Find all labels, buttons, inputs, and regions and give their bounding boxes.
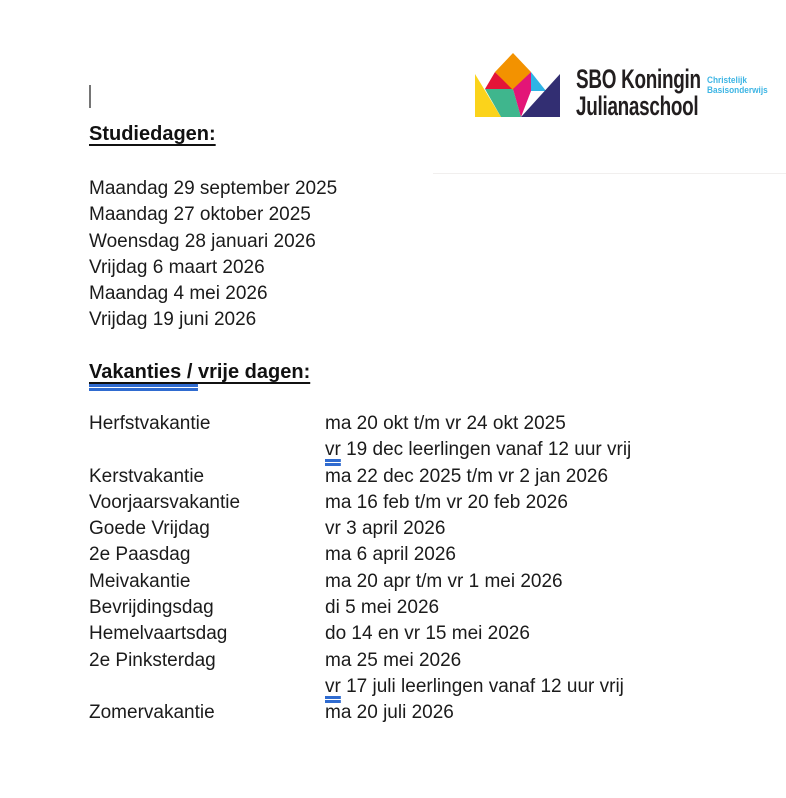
vacation-name: Kerstvakantie	[89, 465, 205, 487]
study-day-item: Maandag 29 september 2025	[89, 178, 338, 199]
vacation-name: 2e Paasdag	[89, 544, 191, 566]
text-cursor[interactable]	[89, 85, 91, 108]
vacation-name: Voorjaarsvakantie	[89, 491, 241, 513]
vacation-dates	[325, 516, 445, 542]
grammar-marked-text: vr	[325, 675, 341, 697]
vacation-row	[89, 411, 631, 437]
vacation-row	[89, 516, 631, 542]
vacation-dates-text: 19 dec leerlingen vanaf 12 uur vrij	[340, 439, 632, 461]
logo-subtitle-line2: Basisonderwijs	[707, 84, 768, 95]
vacation-row	[89, 700, 631, 726]
vacation-name: Zomervakantie	[89, 702, 215, 724]
vacation-row	[89, 674, 631, 700]
vacation-dates-text: ma 22 dec 2025 t/m vr 2 jan 2026	[325, 465, 609, 487]
study-day-item: Vrijdag 19 juni 2026	[89, 309, 257, 331]
vacation-dates-text: do 14 en vr 15 mei 2026	[325, 623, 530, 645]
vacation-dates	[325, 490, 568, 516]
vacation-dates	[325, 411, 566, 437]
crown-cyan-shape	[531, 72, 546, 91]
vacation-dates	[325, 621, 530, 647]
logo-subtitle	[707, 76, 768, 95]
vacation-dates	[325, 674, 624, 700]
vacation-name: Herfstvakantie	[89, 413, 211, 434]
grammar-marked-text: Vakanties /	[89, 361, 198, 383]
vacation-row	[89, 542, 631, 568]
vacation-dates-text: di 5 mei 2026	[325, 597, 440, 619]
vacation-row	[89, 595, 631, 621]
vakanties-heading	[89, 359, 310, 385]
vacation-dates	[325, 700, 454, 726]
vacation-dates-text: ma 16 feb t/m vr 20 feb 2026	[325, 491, 568, 513]
study-day-item: Vrijdag 6 maart 2026	[89, 256, 265, 278]
vacation-name: 2e Pinksterdag	[89, 649, 216, 671]
vacation-dates	[325, 437, 631, 463]
logo-title	[576, 66, 701, 119]
grammar-marked-text: vr	[325, 439, 341, 461]
vacation-dates-text: ma 25 mei 2026	[325, 649, 462, 671]
studiedagen-list	[89, 176, 337, 334]
vacation-row	[89, 437, 631, 463]
vacation-name: Bevrijdingsdag	[89, 597, 214, 619]
vacation-dates	[325, 648, 461, 674]
vacation-dates-text: ma 20 juli 2026	[325, 702, 454, 724]
vacation-dates	[325, 464, 608, 490]
study-day-item: Maandag 4 mei 2026	[89, 283, 268, 305]
vacation-name: Meivakantie	[89, 570, 191, 592]
vacation-dates	[325, 595, 439, 621]
vacation-dates	[325, 569, 563, 595]
vacation-row	[89, 569, 631, 595]
logo-subtitle-line1: Christelijk	[707, 75, 748, 85]
vacation-row	[89, 648, 631, 674]
school-logo	[468, 50, 786, 130]
vacation-dates-text: 17 juli leerlingen vanaf 12 uur vrij	[340, 675, 624, 697]
vacation-name: Goede Vrijdag	[89, 518, 210, 540]
logo-title-line2: Julianaschool	[576, 90, 699, 121]
vacation-name: Hemelvaartsdag	[89, 623, 228, 645]
vacation-dates-text: ma 20 okt t/m vr 24 okt 2025	[325, 413, 566, 434]
vacation-dates-text: ma 6 april 2026	[325, 544, 456, 566]
logo-crown-icon	[468, 50, 568, 120]
logo-image-area	[433, 0, 786, 174]
study-day-item: Maandag 27 oktober 2025	[89, 204, 311, 226]
vacation-row	[89, 464, 631, 490]
vakanties-heading-rest: vrije dagen:	[197, 361, 311, 383]
vacation-row	[89, 490, 631, 516]
vacation-name	[89, 437, 325, 463]
studiedagen-heading: Studiedagen:	[89, 123, 216, 145]
vacation-dates	[325, 542, 456, 568]
vacation-dates-text: vr 3 april 2026	[325, 518, 446, 540]
vacation-name	[89, 674, 325, 700]
logo-title-line1: SBO Koningin	[576, 64, 701, 94]
study-day-item: Woensdag 28 januari 2026	[89, 230, 316, 252]
vacation-table	[89, 411, 631, 727]
vacation-row	[89, 621, 631, 647]
vacation-dates-text: ma 20 apr t/m vr 1 mei 2026	[325, 570, 563, 592]
